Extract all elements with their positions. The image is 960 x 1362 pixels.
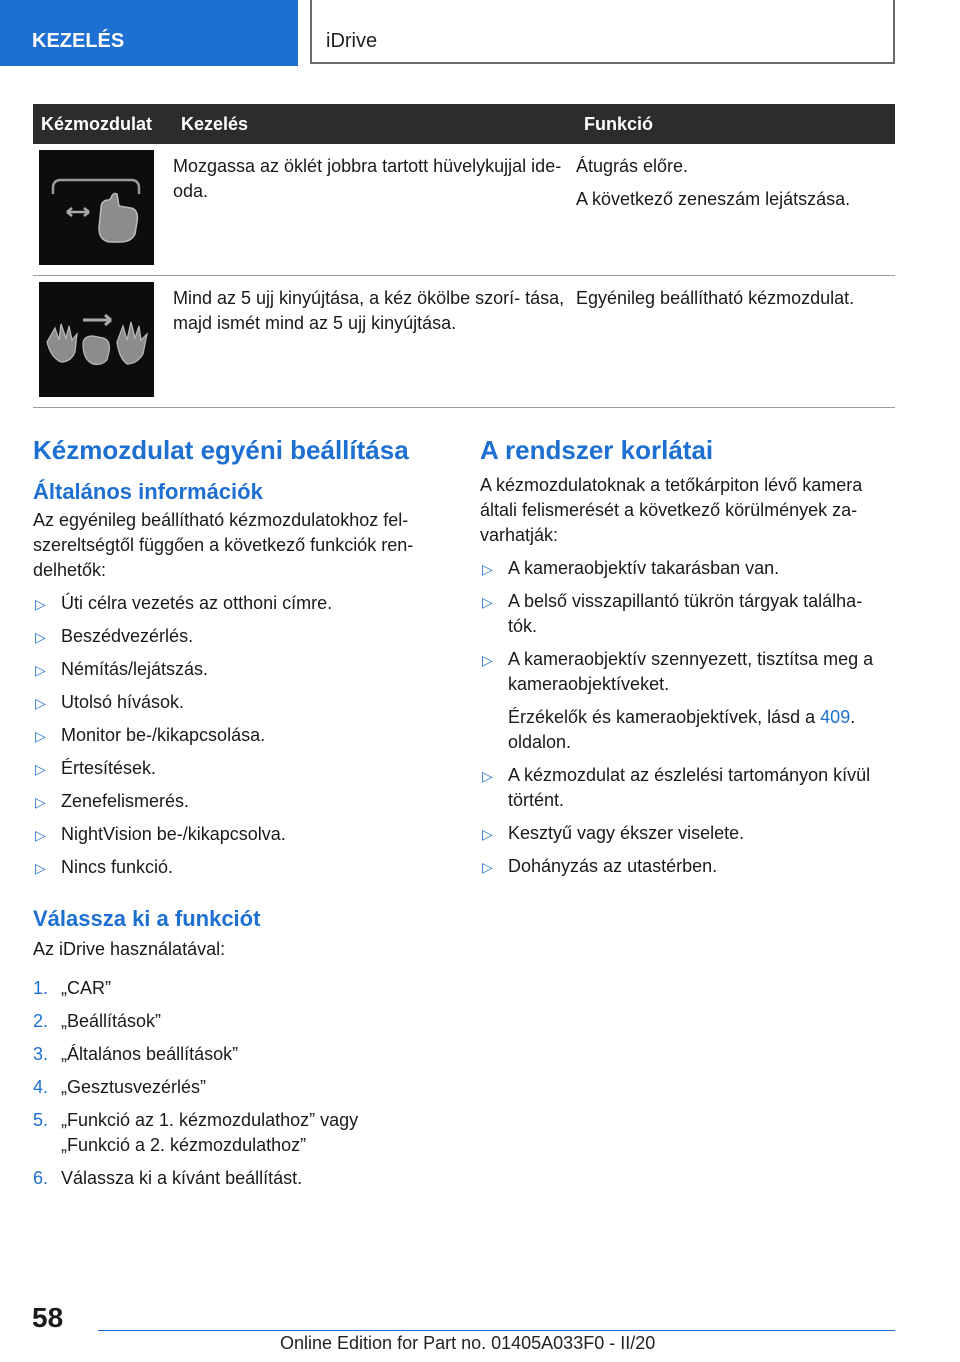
list-item: 5. „Funkció az 1. kézmozdulathoz” vagy „Funkció a 2. kézmozdulathoz”	[33, 1110, 359, 1155]
footer-edition: Online Edition for Part no. 01405A033F0 - II/20	[280, 1333, 656, 1353]
list-item: ▷ Értesítések.	[33, 756, 453, 781]
list-item: ▷ Beszédvezérlés.	[33, 624, 453, 649]
bullet-triangle-icon: ▷	[35, 761, 46, 777]
function-text: Egyénileg beállítható kézmozdulat.	[576, 288, 855, 308]
footer-divider	[98, 1330, 895, 1331]
list-item: ▷ A kameraobjektív szennyezett, tisztítsa meg a kameraobjektíveket.	[482, 649, 874, 694]
list-item: ▷ A kézmozdulat az észlelési tartományon kívül történt.	[482, 765, 871, 810]
table-row	[33, 144, 895, 276]
section-tab: KEZELÉS	[0, 0, 298, 66]
column-header-gesture: Kézmozdulat	[33, 104, 173, 144]
fist-open-gesture-icon	[39, 282, 154, 397]
list-item: 4. „Gesztusvezérlés”	[33, 1077, 207, 1097]
list-item: 6. Válassza ki a kívánt beállítást.	[33, 1168, 303, 1188]
page-number: 58	[32, 1302, 64, 1333]
list-item: ▷ Monitor be-/kikapcsolása.	[33, 723, 453, 748]
bullet-triangle-icon: ▷	[35, 794, 46, 810]
bullet-triangle-icon: ▷	[35, 662, 46, 678]
bullet-triangle-icon: ▷	[35, 629, 46, 645]
list-item: ▷ Dohányzás az utastérben.	[480, 854, 895, 879]
bullet-triangle-icon: ▷	[35, 728, 46, 744]
column-header-function: Funkció	[576, 104, 895, 144]
page-link[interactable]: 409	[820, 707, 851, 727]
list-item: ▷ NightVision be-/kikapcsolva.	[33, 822, 453, 847]
section-title: Kézmozdulat egyéni beállítása	[33, 435, 409, 465]
operation-cell: Mind az 5 ujj kinyújtása, a kéz ökölbe szorí- tása, majd ismét mind az 5 ujj kinyújtása.	[173, 276, 576, 408]
function-cell	[576, 144, 895, 276]
function-cell	[576, 276, 895, 408]
list-item: ▷ A belső visszapillantó tükrön tárgyak találha- tók.	[482, 591, 863, 636]
list-item: ▷ Nincs funkció.	[33, 855, 453, 880]
subsection-heading: Válassza ki a funkciót	[33, 906, 261, 931]
paragraph: A kézmozdulatoknak a tetőkárpiton lévő kamera általi felismerését a következő körülmények za- varhatják:	[480, 475, 863, 545]
list-item: ▷ Utolsó hívások.	[33, 690, 453, 715]
function-text: A következő zeneszám lejátszása.	[576, 189, 851, 209]
bullet-triangle-icon: ▷	[35, 860, 46, 876]
bullet-triangle-icon: ▷	[35, 596, 46, 612]
function-text: Átugrás előre.	[576, 156, 689, 176]
gesture-table	[33, 104, 895, 408]
list-item: ▷ Úti célra vezetés az otthoni címre.	[33, 591, 453, 616]
list-item: 1. „CAR”	[33, 978, 111, 998]
paragraph: Az egyénileg beállítható kézmozdulatokhoz fel- szereltségtől függően a következő funkciók ren- delhetők:	[33, 510, 414, 580]
list-item: ▷ Kesztyű vagy ékszer viselete.	[480, 821, 895, 846]
operation-cell: Mozgassa az öklét jobbra tartott hüvelykujjal ide-oda.	[173, 144, 576, 276]
bullet-triangle-icon: ▷	[35, 827, 46, 843]
bullet-triangle-icon: ▷	[482, 859, 493, 875]
subsection-heading: Általános információk	[33, 479, 263, 504]
list-item: ▷ Zenefelismerés.	[33, 789, 453, 814]
cross-reference-note: Érzékelők és kameraobjektívek, lásd a 409. oldalon.	[508, 707, 856, 752]
list-item: ▷ Némítás/lejátszás.	[33, 657, 453, 682]
thumb-swipe-gesture-icon	[39, 150, 154, 265]
list-item: 2. „Beállítások”	[33, 1011, 162, 1031]
bullet-triangle-icon: ▷	[482, 652, 493, 668]
list-item: 3. „Általános beállítások”	[33, 1044, 239, 1064]
bullet-triangle-icon: ▷	[482, 561, 493, 577]
chapter-title: iDrive	[310, 0, 895, 64]
column-header-operation: Kezelés	[173, 104, 576, 144]
bullet-triangle-icon: ▷	[482, 594, 493, 610]
bullet-triangle-icon: ▷	[35, 695, 46, 711]
list-item: ▷ A kameraobjektív takarásban van.	[480, 556, 895, 581]
bullet-triangle-icon: ▷	[482, 768, 493, 784]
table-row	[33, 276, 895, 408]
bullet-triangle-icon: ▷	[482, 826, 493, 842]
right-column	[480, 435, 895, 879]
paragraph: Az iDrive használatával:	[33, 939, 226, 959]
left-column	[33, 435, 453, 1191]
section-title: A rendszer korlátai	[480, 435, 714, 465]
